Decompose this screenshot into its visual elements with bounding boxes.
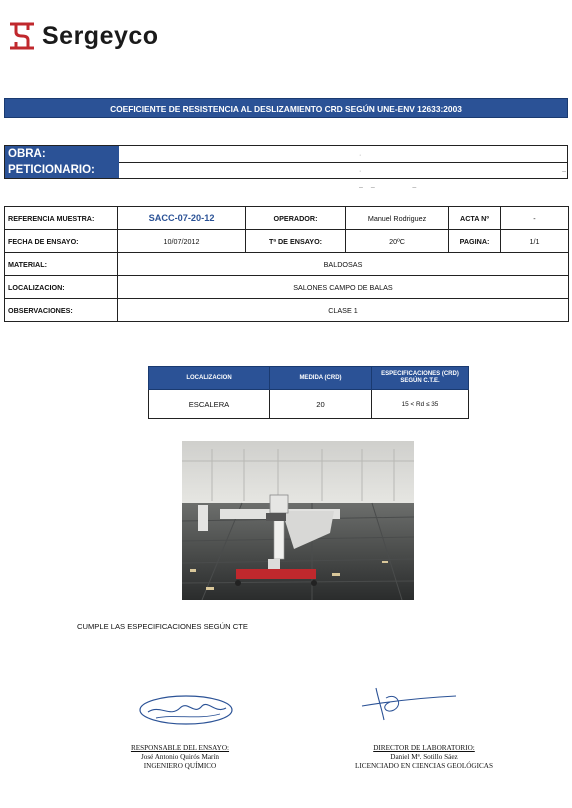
report-title: COEFICIENTE DE RESISTENCIA AL DESLIZAMIENTO CRD SEGÚN UNE-ENV 12633:2003 <box>4 98 568 118</box>
signature-left <box>136 688 236 732</box>
acta-value: - <box>501 207 569 230</box>
peticionario-label: PETICIONARIO: <box>5 162 119 178</box>
sig-right-name: Daniel Mª. Sotillo Sáez <box>390 753 458 761</box>
table-row <box>5 230 569 253</box>
sig-left-role: RESPONSABLE DEL ENSAYO: <box>130 744 230 752</box>
obra-label: OBRA: <box>5 146 119 162</box>
temp-label: Tª DE ENSAYO: <box>246 230 346 253</box>
table-row <box>5 253 569 276</box>
table-row <box>5 299 569 322</box>
pagina-value: 1/1 <box>501 230 569 253</box>
observaciones-value: CLASE 1 <box>118 299 569 322</box>
localizacion-value: SALONES CAMPO DE BALAS <box>118 276 569 299</box>
spec-especificacion: 15 < Rd ≤ 35 <box>372 390 469 419</box>
sig-right-role: DIRECTOR DE LABORATORIO: <box>373 744 475 752</box>
peticionario-value <box>119 162 567 178</box>
obra-value <box>119 146 570 191</box>
temp-value: 20ºC <box>346 230 449 253</box>
sig-right-title: LICENCIADO EN CIENCIAS GEOLÓGICAS <box>355 762 493 770</box>
redacted-marks: · · – – – – <box>359 152 570 191</box>
ref-value: SACC-07-20-12 <box>118 207 246 230</box>
sample-info-table <box>4 206 569 322</box>
sig-left-name: José Antonio Quirós Marín <box>140 753 220 761</box>
signature-block-right <box>334 744 514 771</box>
ref-label: REFERENCIA MUESTRA: <box>5 207 118 230</box>
observaciones-label: OBSERVACIONES: <box>5 299 118 322</box>
table-row <box>5 276 569 299</box>
spec-header-especificacion: ESPECIFICACIONES (CRD) SEGÚN C.T.E. <box>372 367 469 390</box>
sergeyco-logo-icon <box>6 20 38 52</box>
pagina-label: PAGINA: <box>449 230 501 253</box>
material-label: MATERIAL: <box>5 253 118 276</box>
pendulum-tester-photo <box>182 441 414 600</box>
obra-box <box>4 145 570 191</box>
spec-header-localizacion: LOCALIZACION <box>149 367 270 390</box>
spec-table <box>148 366 469 419</box>
fecha-label: FECHA DE ENSAYO: <box>5 230 118 253</box>
spec-medida: 20 <box>270 390 372 419</box>
operador-value: Manuel Rodriguez <box>346 207 449 230</box>
material-value: BALDOSAS <box>118 253 569 276</box>
logo-text: Sergeyco <box>42 22 159 50</box>
peticionario-row <box>5 162 567 178</box>
spec-localizacion: ESCALERA <box>149 390 270 419</box>
localizacion-label: LOCALIZACION: <box>5 276 118 299</box>
signature-right <box>356 684 462 724</box>
table-row <box>149 390 469 419</box>
sig-left-title: INGENIERO QUÍMICO <box>143 762 217 770</box>
table-row <box>5 207 569 230</box>
signature-block-left <box>100 744 260 771</box>
fecha-value: 10/07/2012 <box>118 230 246 253</box>
acta-label: ACTA Nº <box>449 207 501 230</box>
operador-label: OPERADOR: <box>246 207 346 230</box>
compliance-statement: CUMPLE LAS ESPECIFICACIONES SEGÚN CTE <box>77 622 248 631</box>
spec-header-row <box>149 367 469 390</box>
spec-header-medida: MEDIDA (CRD) <box>270 367 372 390</box>
